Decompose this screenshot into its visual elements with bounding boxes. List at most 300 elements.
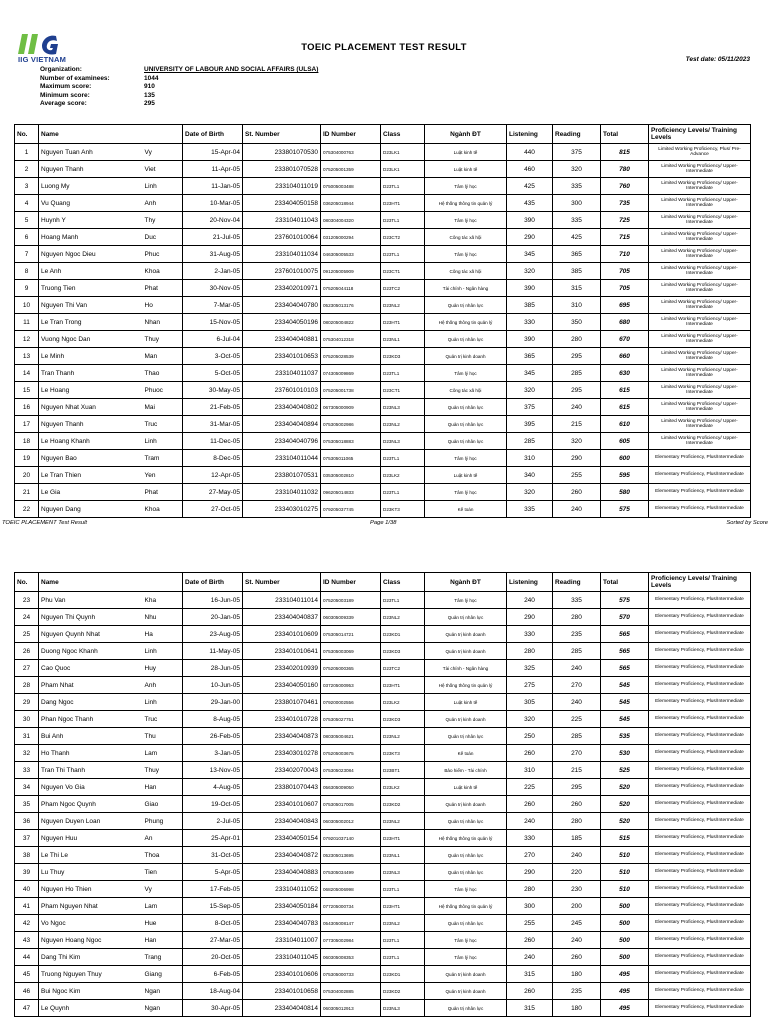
- cell-class: D23TL1: [381, 881, 425, 898]
- cell-id-number: 037205000953: [321, 677, 381, 694]
- cell-last-name: Lam: [143, 745, 183, 762]
- cell-class: D23HT1: [381, 830, 425, 847]
- cell-listening: 330: [507, 314, 553, 331]
- cell-reading: 180: [553, 1000, 601, 1017]
- table-row: [15, 212, 751, 229]
- cell-id-number: 075005003488: [321, 178, 381, 195]
- cell-listening: 335: [507, 501, 553, 518]
- cell-no: 13: [15, 348, 39, 365]
- cell-first-name: Luong My: [39, 178, 143, 195]
- cell-class: D23NL1: [381, 331, 425, 348]
- table-row: [15, 450, 751, 467]
- cell-first-name: Nguyen Vo Gia: [39, 779, 143, 796]
- cell-level: Elementary Proficiency, Plus/Intermediate: [649, 711, 751, 728]
- cell-total: 520: [601, 813, 649, 830]
- cell-dob: 27-May-05: [183, 484, 243, 501]
- table-row: [15, 331, 751, 348]
- cell-total: 735: [601, 195, 649, 212]
- cell-level: Elementary Proficiency, Plus/Intermediate: [649, 898, 751, 915]
- cell-total: 520: [601, 779, 649, 796]
- cell-level: Limited Working Proficiency/ Upper-Intermediate: [649, 331, 751, 348]
- cell-major: Luật kinh tế: [425, 161, 507, 178]
- cell-st-number: 233104011032: [243, 484, 321, 501]
- cell-listening: 285: [507, 433, 553, 450]
- table-row: [15, 1000, 751, 1017]
- cell-st-number: 237601010064: [243, 229, 321, 246]
- cell-st-number: 233402010939: [243, 660, 321, 677]
- table-row: [15, 144, 751, 161]
- col-id-number: ID Number: [321, 125, 381, 144]
- cell-reading: 270: [553, 745, 601, 762]
- cell-major: Quản trị nhân lực: [425, 847, 507, 864]
- cell-no: 4: [15, 195, 39, 212]
- cell-listening: 290: [507, 229, 553, 246]
- cell-reading: 290: [553, 450, 601, 467]
- cell-major: Quản trị nhân lực: [425, 864, 507, 881]
- cell-no: 35: [15, 796, 39, 813]
- cell-total: 530: [601, 745, 649, 762]
- cell-reading: 295: [553, 382, 601, 399]
- cell-total: 575: [601, 501, 649, 518]
- cell-total: 510: [601, 864, 649, 881]
- cell-reading: 240: [553, 501, 601, 518]
- col-reading: Reading: [553, 573, 601, 592]
- cell-id-number: 075205028539: [321, 348, 381, 365]
- cell-last-name: Anh: [143, 195, 183, 212]
- cell-last-name: Trang: [143, 949, 183, 966]
- cell-st-number: 233404040814: [243, 1000, 321, 1017]
- cell-listening: 330: [507, 830, 553, 847]
- table-row: [15, 966, 751, 983]
- table-row: [15, 881, 751, 898]
- cell-level: Elementary Proficiency, Plus/Intermediate: [649, 915, 751, 932]
- cell-reading: 255: [553, 467, 601, 484]
- cell-listening: 280: [507, 643, 553, 660]
- cell-last-name: Phuoc: [143, 382, 183, 399]
- cell-first-name: Ho Thanh: [39, 745, 143, 762]
- cell-reading: 350: [553, 314, 601, 331]
- cell-id-number: 074305009869: [321, 365, 381, 382]
- cell-total: 570: [601, 609, 649, 626]
- cell-first-name: Pham Nhat: [39, 677, 143, 694]
- cell-id-number: 075205001738: [321, 382, 381, 399]
- cell-first-name: Dang Ngoc: [39, 694, 143, 711]
- cell-major: Quản trị nhân lực: [425, 433, 507, 450]
- cell-last-name: Giang: [143, 966, 183, 983]
- col-major: Ngành ĐT: [425, 125, 507, 144]
- table-row: [15, 161, 751, 178]
- cell-reading: 240: [553, 399, 601, 416]
- col-total: Total: [601, 125, 649, 144]
- cell-id-number: 080305004621: [321, 728, 381, 745]
- cell-total: 500: [601, 915, 649, 932]
- cell-id-number: 075305027751: [321, 711, 381, 728]
- cell-total: 545: [601, 711, 649, 728]
- cell-class: D23KD3: [381, 711, 425, 728]
- cell-st-number: 233404040894: [243, 416, 321, 433]
- cell-listening: 260: [507, 796, 553, 813]
- cell-class: D23KD1: [381, 626, 425, 643]
- cell-class: D23KT3: [381, 745, 425, 762]
- cell-level: Elementary Proficiency, Plus/Intermediate: [649, 983, 751, 1000]
- cell-st-number: 233404040780: [243, 297, 321, 314]
- cell-level: Limited Working Proficiency/ Upper-Intermediate: [649, 399, 751, 416]
- cell-level: Elementary Proficiency, Plus/Intermediate: [649, 745, 751, 762]
- cell-listening: 290: [507, 864, 553, 881]
- cell-class: D23KD3: [381, 348, 425, 365]
- cell-class: D23TL1: [381, 949, 425, 966]
- cell-total: 660: [601, 348, 649, 365]
- cell-class: D23TL1: [381, 450, 425, 467]
- cell-reading: 285: [553, 365, 601, 382]
- cell-major: Quản trị nhân lực: [425, 297, 507, 314]
- cell-listening: 240: [507, 592, 553, 609]
- cell-st-number: 233801070530: [243, 144, 321, 161]
- cell-level: Limited Working Proficiency/ Upper-Intermediate: [649, 212, 751, 229]
- cell-class: D23LK2: [381, 467, 425, 484]
- cell-level: Limited Working Proficiency/ Upper-Intermediate: [649, 229, 751, 246]
- cell-st-number: 233801070443: [243, 779, 321, 796]
- table-row: [15, 643, 751, 660]
- cell-class: D23TC2: [381, 280, 425, 297]
- info-avg-score: Average score: 295: [40, 100, 155, 108]
- table-row: [15, 484, 751, 501]
- cell-level: Elementary Proficiency, Plus/Intermediate: [649, 501, 751, 518]
- cell-total: 500: [601, 949, 649, 966]
- cell-dob: 26-Feb-05: [183, 728, 243, 745]
- cell-no: 2: [15, 161, 39, 178]
- cell-reading: 320: [553, 161, 601, 178]
- cell-class: D23BT1: [381, 762, 425, 779]
- cell-no: 39: [15, 864, 39, 881]
- cell-st-number: 233801070461: [243, 694, 321, 711]
- cell-st-number: 233801070531: [243, 467, 321, 484]
- cell-class: D23HT1: [381, 898, 425, 915]
- cell-level: Elementary Proficiency, Plus/Intermediate: [649, 677, 751, 694]
- cell-reading: 215: [553, 416, 601, 433]
- cell-last-name: Thuy: [143, 331, 183, 348]
- cell-id-number: 075304000763: [321, 144, 381, 161]
- cell-major: Bảo hiểm - Tài chính: [425, 762, 507, 779]
- cell-no: 23: [15, 592, 39, 609]
- footer-sort-note: Sorted by Score: [726, 520, 768, 526]
- cell-st-number: 233404040873: [243, 728, 321, 745]
- cell-major: Hệ thống thông tin quản lý: [425, 830, 507, 847]
- table-row: [15, 813, 751, 830]
- cell-listening: 315: [507, 1000, 553, 1017]
- cell-id-number: 060305009339: [321, 609, 381, 626]
- cell-listening: 325: [507, 660, 553, 677]
- cell-reading: 300: [553, 195, 601, 212]
- table-row: [15, 694, 751, 711]
- cell-total: 580: [601, 484, 649, 501]
- cell-dob: 12-Apr-05: [183, 467, 243, 484]
- table-header-row: [15, 573, 751, 592]
- cell-listening: 345: [507, 365, 553, 382]
- table-row: [15, 467, 751, 484]
- cell-dob: 20-Oct-05: [183, 949, 243, 966]
- cell-total: 565: [601, 626, 649, 643]
- cell-no: 24: [15, 609, 39, 626]
- cell-major: Quản trị nhân lực: [425, 416, 507, 433]
- cell-total: 565: [601, 643, 649, 660]
- cell-first-name: Phu Van: [39, 592, 143, 609]
- table-row: [15, 626, 751, 643]
- cell-reading: 215: [553, 762, 601, 779]
- cell-level: Elementary Proficiency, Plus/Intermediate: [649, 626, 751, 643]
- cell-major: Tâm lý học: [425, 246, 507, 263]
- cell-last-name: Phat: [143, 280, 183, 297]
- cell-class: D23TL1: [381, 932, 425, 949]
- cell-id-number: 052305013695: [321, 847, 381, 864]
- cell-reading: 270: [553, 677, 601, 694]
- cell-first-name: Le Anh: [39, 263, 143, 280]
- cell-id-number: 060305012913: [321, 1000, 381, 1017]
- cell-first-name: Phan Ngoc Thanh: [39, 711, 143, 728]
- cell-major: Quản trị nhân lực: [425, 813, 507, 830]
- cell-no: 17: [15, 416, 39, 433]
- cell-dob: 29-Jan-00: [183, 694, 243, 711]
- cell-dob: 30-Apr-05: [183, 1000, 243, 1017]
- cell-no: 34: [15, 779, 39, 796]
- cell-no: 20: [15, 467, 39, 484]
- cell-st-number: 233403010278: [243, 745, 321, 762]
- cell-level: Elementary Proficiency, Plus/Intermediate: [649, 847, 751, 864]
- table-row: [15, 416, 751, 433]
- table-row: [15, 932, 751, 949]
- cell-listening: 390: [507, 212, 553, 229]
- cell-major: Hệ thống thông tin quản lý: [425, 898, 507, 915]
- cell-level: Elementary Proficiency, Plus/Intermediate: [649, 450, 751, 467]
- cell-total: 510: [601, 847, 649, 864]
- cell-listening: 320: [507, 484, 553, 501]
- cell-first-name: Nguyen Nhat Xuan: [39, 399, 143, 416]
- cell-last-name: Han: [143, 779, 183, 796]
- cell-class: D23CT1: [381, 382, 425, 399]
- cell-first-name: Le Tran Thien: [39, 467, 143, 484]
- cell-last-name: Lam: [143, 898, 183, 915]
- table-row: [15, 847, 751, 864]
- cell-first-name: Nguyen Hoang Ngoc: [39, 932, 143, 949]
- table-row: [15, 898, 751, 915]
- cell-dob: 27-Mar-05: [183, 932, 243, 949]
- cell-major: Tâm lý học: [425, 592, 507, 609]
- cell-total: 760: [601, 178, 649, 195]
- cell-total: 495: [601, 1000, 649, 1017]
- cell-level: Limited Working Proficiency/ Upper-Intermediate: [649, 365, 751, 382]
- cell-dob: 17-Feb-05: [183, 881, 243, 898]
- cell-st-number: 233104011019: [243, 178, 321, 195]
- cell-first-name: Lu Thuy: [39, 864, 143, 881]
- cell-major: Luật kinh tế: [425, 694, 507, 711]
- cell-last-name: Giao: [143, 796, 183, 813]
- cell-no: 1: [15, 144, 39, 161]
- cell-st-number: 233404040802: [243, 399, 321, 416]
- cell-class: D23LK2: [381, 779, 425, 796]
- cell-st-number: 233404040783: [243, 915, 321, 932]
- cell-class: D23KT3: [381, 501, 425, 518]
- cell-last-name: Nhan: [143, 314, 183, 331]
- cell-class: D23TL1: [381, 484, 425, 501]
- cell-level: Elementary Proficiency, Plus/Intermediate: [649, 467, 751, 484]
- footer-page-number: Page 1/38: [370, 520, 397, 526]
- cell-dob: 5-Apr-05: [183, 864, 243, 881]
- cell-no: 45: [15, 966, 39, 983]
- cell-reading: 235: [553, 983, 601, 1000]
- cell-level: Limited Working Proficiency/ Upper-Intermediate: [649, 314, 751, 331]
- cell-id-number: 075305023084: [321, 762, 381, 779]
- cell-no: 33: [15, 762, 39, 779]
- cell-total: 630: [601, 365, 649, 382]
- exam-info: [40, 66, 318, 109]
- cell-major: Tâm lý học: [425, 212, 507, 229]
- cell-first-name: Nguyen Thi Quynh: [39, 609, 143, 626]
- cell-total: 705: [601, 263, 649, 280]
- cell-first-name: Nguyen Duyen Loan: [39, 813, 143, 830]
- cell-dob: 21-Feb-05: [183, 399, 243, 416]
- table-row: [15, 229, 751, 246]
- cell-major: Quản trị kinh doanh: [425, 966, 507, 983]
- cell-id-number: 075305017005: [321, 796, 381, 813]
- cell-first-name: Nguyen Ngoc Dieu: [39, 246, 143, 263]
- cell-first-name: Vo Ngoc: [39, 915, 143, 932]
- col-id-number: ID Number: [321, 573, 381, 592]
- cell-st-number: 233401010607: [243, 796, 321, 813]
- cell-last-name: Ho: [143, 297, 183, 314]
- table-row: [15, 280, 751, 297]
- col-class: Class: [381, 573, 425, 592]
- cell-total: 495: [601, 983, 649, 1000]
- cell-no: 40: [15, 881, 39, 898]
- results-body-page-2: [15, 592, 751, 1017]
- cell-id-number: 079201037140: [321, 830, 381, 847]
- table-row: [15, 297, 751, 314]
- cell-first-name: Vuong Ngoc Dan: [39, 331, 143, 348]
- cell-no: 43: [15, 932, 39, 949]
- table-row: [15, 314, 751, 331]
- cell-dob: 3-Oct-05: [183, 348, 243, 365]
- cell-st-number: 233402010971: [243, 280, 321, 297]
- cell-listening: 425: [507, 178, 553, 195]
- cell-class: D23TL1: [381, 178, 425, 195]
- cell-listening: 270: [507, 847, 553, 864]
- cell-last-name: Thoa: [143, 847, 183, 864]
- cell-dob: 16-Jun-05: [183, 592, 243, 609]
- cell-reading: 385: [553, 263, 601, 280]
- cell-last-name: Khoa: [143, 263, 183, 280]
- cell-dob: 8-Aug-05: [183, 711, 243, 728]
- cell-listening: 250: [507, 728, 553, 745]
- cell-dob: 21-Jul-05: [183, 229, 243, 246]
- cell-id-number: 080304004320: [321, 212, 381, 229]
- cell-id-number: 079205037745: [321, 501, 381, 518]
- cell-reading: 230: [553, 881, 601, 898]
- cell-level: Elementary Proficiency, Plus/Intermediate: [649, 813, 751, 830]
- cell-major: Tâm lý học: [425, 178, 507, 195]
- table-row: [15, 382, 751, 399]
- cell-dob: 19-Oct-05: [183, 796, 243, 813]
- cell-dob: 30-May-05: [183, 382, 243, 399]
- cell-first-name: Le Gia: [39, 484, 143, 501]
- cell-listening: 260: [507, 932, 553, 949]
- cell-listening: 320: [507, 382, 553, 399]
- cell-listening: 320: [507, 711, 553, 728]
- cell-id-number: 075205003675: [321, 745, 381, 762]
- cell-listening: 260: [507, 745, 553, 762]
- cell-level: Elementary Proficiency, Plus/Intermediate: [649, 728, 751, 745]
- cell-class: D23KD2: [381, 796, 425, 813]
- cell-class: D23TL1: [381, 592, 425, 609]
- cell-last-name: Truc: [143, 711, 183, 728]
- cell-dob: 20-Nov-04: [183, 212, 243, 229]
- cell-last-name: Viet: [143, 161, 183, 178]
- cell-st-number: 233104011034: [243, 246, 321, 263]
- cell-id-number: 075205000365: [321, 660, 381, 677]
- cell-class: D23NL2: [381, 728, 425, 745]
- cell-total: 510: [601, 881, 649, 898]
- cell-total: 610: [601, 416, 649, 433]
- cell-first-name: Dang Thi Kim: [39, 949, 143, 966]
- cell-level: Limited Working Proficiency/ Upper-Intermediate: [649, 161, 751, 178]
- cell-listening: 300: [507, 898, 553, 915]
- col-listening: Listening: [507, 125, 553, 144]
- cell-dob: 11-Jan-05: [183, 178, 243, 195]
- cell-no: 5: [15, 212, 39, 229]
- cell-first-name: Nguyen Tuan Anh: [39, 144, 143, 161]
- cell-total: 615: [601, 382, 649, 399]
- cell-listening: 365: [507, 348, 553, 365]
- cell-reading: 335: [553, 592, 601, 609]
- cell-no: 38: [15, 847, 39, 864]
- cell-no: 41: [15, 898, 39, 915]
- col-no: No.: [15, 125, 39, 144]
- info-max-score: Maximum score: 910: [40, 83, 155, 91]
- cell-last-name: Anh: [143, 677, 183, 694]
- cell-major: Hệ thống thông tin quản lý: [425, 195, 507, 212]
- cell-dob: 28-Jun-05: [183, 660, 243, 677]
- table-row: [15, 949, 751, 966]
- cell-listening: 320: [507, 263, 553, 280]
- cell-last-name: Tien: [143, 864, 183, 881]
- cell-class: D23TL1: [381, 365, 425, 382]
- cell-class: D23NL2: [381, 915, 425, 932]
- cell-major: Quản trị nhân lực: [425, 609, 507, 626]
- cell-level: Limited Working Proficiency/ Upper-Intermediate: [649, 348, 751, 365]
- cell-dob: 2-Jan-05: [183, 263, 243, 280]
- cell-dob: 2-Jul-05: [183, 813, 243, 830]
- table-row: [15, 915, 751, 932]
- cell-last-name: Vy: [143, 881, 183, 898]
- cell-no: 7: [15, 246, 39, 263]
- table-row: [15, 779, 751, 796]
- cell-class: D23NL3: [381, 1000, 425, 1017]
- logo-text: IIG VIETNAM: [18, 55, 67, 64]
- cell-st-number: 233404040796: [243, 433, 321, 450]
- cell-dob: 20-Jan-05: [183, 609, 243, 626]
- cell-level: Limited Working Proficiency/ Upper-Intermediate: [649, 178, 751, 195]
- cell-listening: 375: [507, 399, 553, 416]
- table-row: [15, 609, 751, 626]
- cell-id-number: 075205044118: [321, 280, 381, 297]
- table-row: [15, 195, 751, 212]
- cell-first-name: Nguyen Ho Thien: [39, 881, 143, 898]
- cell-major: Quản trị nhân lực: [425, 915, 507, 932]
- cell-id-number: 080205004822: [321, 314, 381, 331]
- report-page-2: [0, 572, 768, 1024]
- cell-level: Elementary Proficiency, Plus/Intermediate: [649, 643, 751, 660]
- cell-st-number: 233402070043: [243, 762, 321, 779]
- table-row: [15, 433, 751, 450]
